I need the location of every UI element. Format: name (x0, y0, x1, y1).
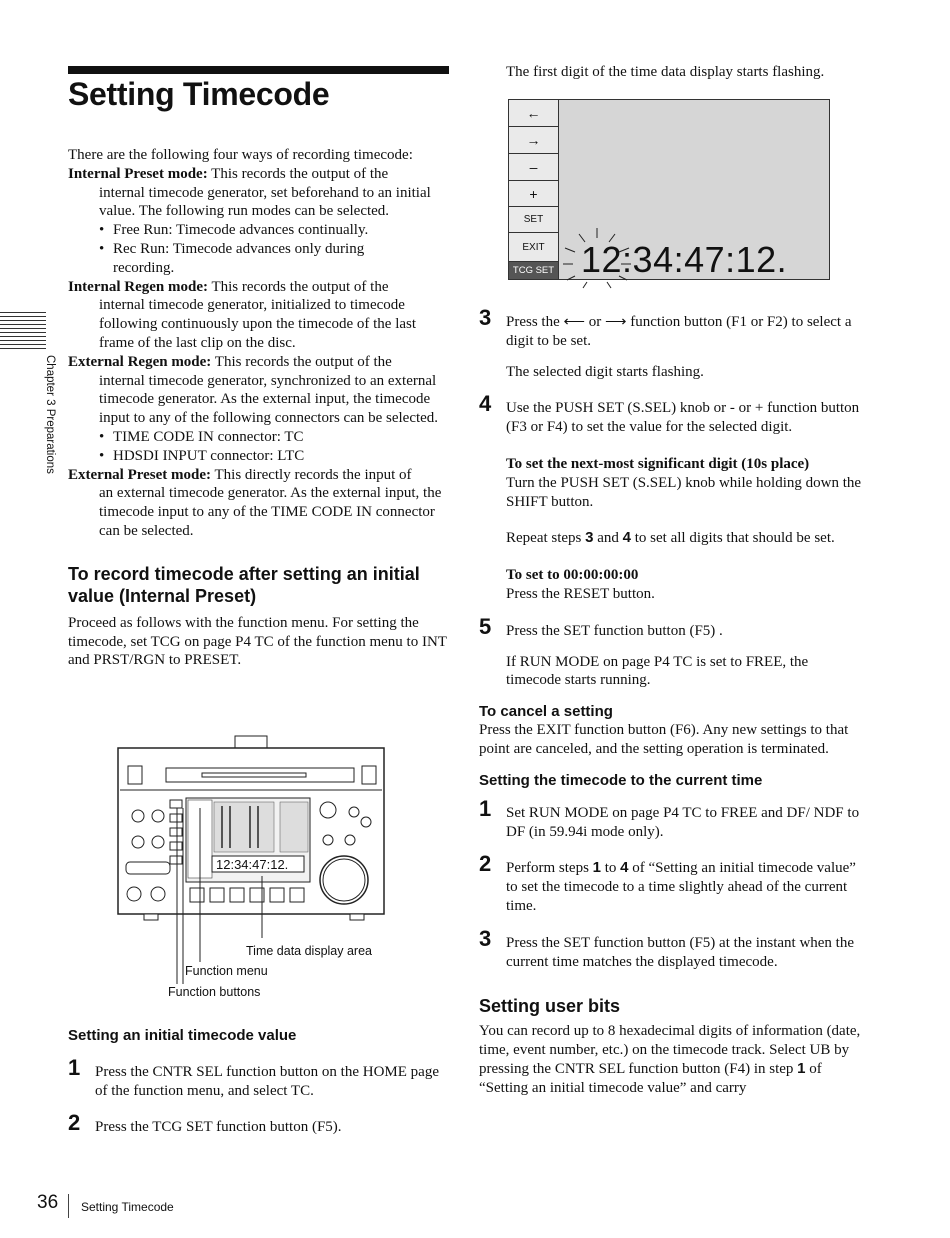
text-run: and (593, 530, 623, 547)
mode-desc: internal timecode generator, synchronized to an external timecode generator. As the external input, the timecode input to any of the following connectors can be selected. (99, 372, 439, 427)
bullet-text: TIME CODE IN connector: TC (113, 428, 304, 445)
text-run: You can record up to 8 hexadecimal digits of information (date, time, event number, etc.) on the timecode track. Select UB by pressing the CNTR SEL function button (F4) in step (479, 1023, 861, 1077)
list-item: • TIME CODE IN connector: TC (99, 428, 304, 445)
left-arrow-icon: ⟵ (563, 314, 586, 330)
device-display-time: 12:34:47:12. (216, 857, 289, 872)
chapter-side-tab (42, 355, 56, 490)
current-step-1 (479, 795, 863, 842)
step-text: Press the SET function button (F5) . (506, 622, 723, 639)
step-text (506, 859, 863, 915)
step-text: Use the PUSH SET (S.SEL) knob or - or + function button (F3 or F4) to set the value for the selected digit. (506, 400, 860, 436)
subheading-cancel: To cancel a setting (479, 703, 613, 721)
step-5 (479, 613, 863, 690)
left-column (68, 146, 448, 670)
list-item: • Rec Run: Timecode advances only during (99, 240, 365, 257)
repeat-text (506, 529, 863, 548)
current-step-2 (479, 851, 863, 915)
mode-internal-regen (68, 278, 448, 297)
user-bits-text (479, 1022, 863, 1097)
mode-desc: internal timecode generator, set beforehand to an initial value. The following run modes can be selected. (99, 184, 431, 220)
bullet-text: Rec Run: Timecode advances only during (113, 240, 365, 257)
mode-term: External Regen mode: (68, 353, 212, 370)
step-text: Press the CNTR SEL function button on the HOME page of the function menu, and select TC. (95, 1064, 439, 1099)
list-item-cont: recording. (113, 259, 175, 276)
step-1 (68, 1055, 448, 1101)
step-number: 1 (68, 1055, 81, 1080)
cancel-text: Press the EXIT function button (F6). Any new settings to that point are canceled, and the setting operation is terminated. (479, 722, 849, 757)
mode-lead: This records the output of the (207, 165, 389, 182)
lcd-left-arrow-button[interactable]: ← (509, 100, 559, 127)
mode-term: Internal Regen mode: (68, 278, 208, 295)
lcd-minus-button[interactable]: – (509, 154, 559, 181)
bullet-text: Free Run: Timecode advances continually. (113, 222, 369, 239)
section-heading-internal-preset: To record timecode after setting an initial value (Internal Preset) (68, 563, 420, 606)
lcd-exit-button[interactable]: EXIT (509, 233, 559, 262)
title-rule (68, 66, 449, 74)
mode-desc: internal timecode generator, initialized to timecode following continuously upon the timecode of the last frame of the last clip on the disc. (99, 297, 417, 351)
page-title: Setting Timecode (68, 76, 330, 112)
mode-external-regen (68, 353, 448, 372)
step-text: Press the TCG SET function button (F5). (95, 1118, 342, 1135)
flash-note (506, 63, 886, 82)
step-2 (68, 1109, 448, 1137)
chapter-label: Chapter 3 Preparations (44, 355, 56, 474)
mode-lead: This records the output of the (211, 353, 392, 370)
sub-heading-text: To set to 00:00:00:00 (506, 567, 639, 584)
left-steps (68, 1026, 448, 1136)
sub-heading (506, 566, 863, 585)
label-function-menu: Function menu (185, 964, 268, 978)
current-step-3 (479, 925, 863, 972)
flash-note-text: The first digit of the time data display starts flashing. (506, 64, 825, 80)
step-number: 2 (68, 1109, 81, 1135)
step-number: 1 (479, 795, 492, 821)
step-ref: 4 (622, 529, 632, 547)
right-column (479, 305, 863, 1098)
step-note: The selected digit starts flashing. (506, 363, 704, 380)
footer-title: Setting Timecode (81, 1200, 174, 1214)
step-ref: 3 (585, 529, 594, 547)
label-time-data-display-area: Time data display area (246, 944, 372, 958)
chapter-tab-marks (0, 312, 46, 352)
sub-heading (506, 455, 863, 474)
text-run: Repeat steps (506, 530, 586, 547)
lcd-tcg-set-button[interactable]: TCG SET (509, 262, 559, 279)
footer-divider (68, 1194, 69, 1218)
mode-lead: This directly records the input of (211, 466, 412, 483)
text-run: or (585, 314, 606, 330)
sub-text: Press the RESET button. (506, 585, 655, 602)
text-run: to set all digits that should be set. (631, 530, 835, 547)
step-number: 2 (479, 851, 492, 877)
text-run: of “Setting an initial timecode value” and carry (479, 1060, 822, 1096)
sub-heading-text: To set the next-most significant digit (10s place) (506, 455, 810, 472)
lcd-tcg-set-screen (508, 99, 830, 280)
step-number: 5 (479, 613, 492, 639)
step-number: 4 (479, 391, 492, 417)
step-3 (479, 305, 863, 381)
intro-text: There are the following four ways of recording timecode: (68, 147, 413, 163)
mode-internal-preset (68, 165, 448, 184)
step-number: 3 (479, 305, 492, 330)
text-run: to (601, 860, 621, 877)
lcd-plus-button[interactable]: + (509, 181, 559, 207)
right-arrow-icon: ⟶ (605, 314, 627, 330)
list-item: • Free Run: Timecode advances continually. (99, 222, 369, 239)
text-run: Press the (506, 314, 564, 330)
step-text (506, 313, 863, 351)
proceed-text: Proceed as follows with the function menu. For setting the timecode, set TCG on page P4 TC of the function menu to INT and PRST/RGN to PRESET. (68, 614, 447, 669)
subheading-initial-value: Setting an initial timecode value (68, 1027, 297, 1044)
lcd-set-button[interactable]: SET (509, 207, 559, 233)
page-number: 36 (37, 1192, 59, 1213)
text-run: function button (F1 or F2) to select a digit to be set. (506, 314, 852, 349)
lcd-time-display: 12:34:47:12. (581, 239, 788, 280)
mode-term: Internal Preset mode: (68, 165, 208, 182)
mode-term: External Preset mode: (68, 466, 212, 483)
sub-text: Turn the PUSH SET (S.SEL) knob while holding down the SHIFT button. (506, 474, 862, 510)
mode-desc: an external timecode generator. As the external input, the timecode input to any of the TIME CODE IN connector can be selected. (99, 485, 442, 539)
mode-lead: This records the output of the (207, 278, 389, 295)
text-run: Perform steps (506, 860, 593, 877)
step-ref: 1 (797, 1059, 806, 1077)
step-note: If RUN MODE on page P4 TC is set to FREE, the timecode starts running. (506, 653, 809, 689)
bullet-text: HDSDI INPUT connector: LTC (113, 447, 305, 464)
subheading-current-time: Setting the timecode to the current time (479, 771, 763, 789)
step-text: Press the SET function button (F5) at the instant when the current time matches the displayed timecode. (506, 934, 855, 970)
list-item: • HDSDI INPUT connector: LTC (99, 447, 305, 464)
label-function-buttons: Function buttons (168, 985, 261, 999)
subheading-user-bits: Setting user bits (479, 996, 621, 1017)
mode-external-preset (68, 466, 448, 485)
lcd-right-arrow-button[interactable]: → (509, 127, 559, 154)
step-ref: 4 (620, 859, 629, 877)
text-run: of “Setting an initial timecode value” to set the timecode to a time slightly ahead of the current time. (506, 860, 856, 914)
step-number: 3 (479, 925, 492, 951)
step-text: Set RUN MODE on page P4 TC to FREE and DF/ NDF to DF (in 59.94i mode only). (506, 804, 860, 840)
step-ref: 1 (592, 859, 601, 877)
step-4 (479, 391, 863, 603)
